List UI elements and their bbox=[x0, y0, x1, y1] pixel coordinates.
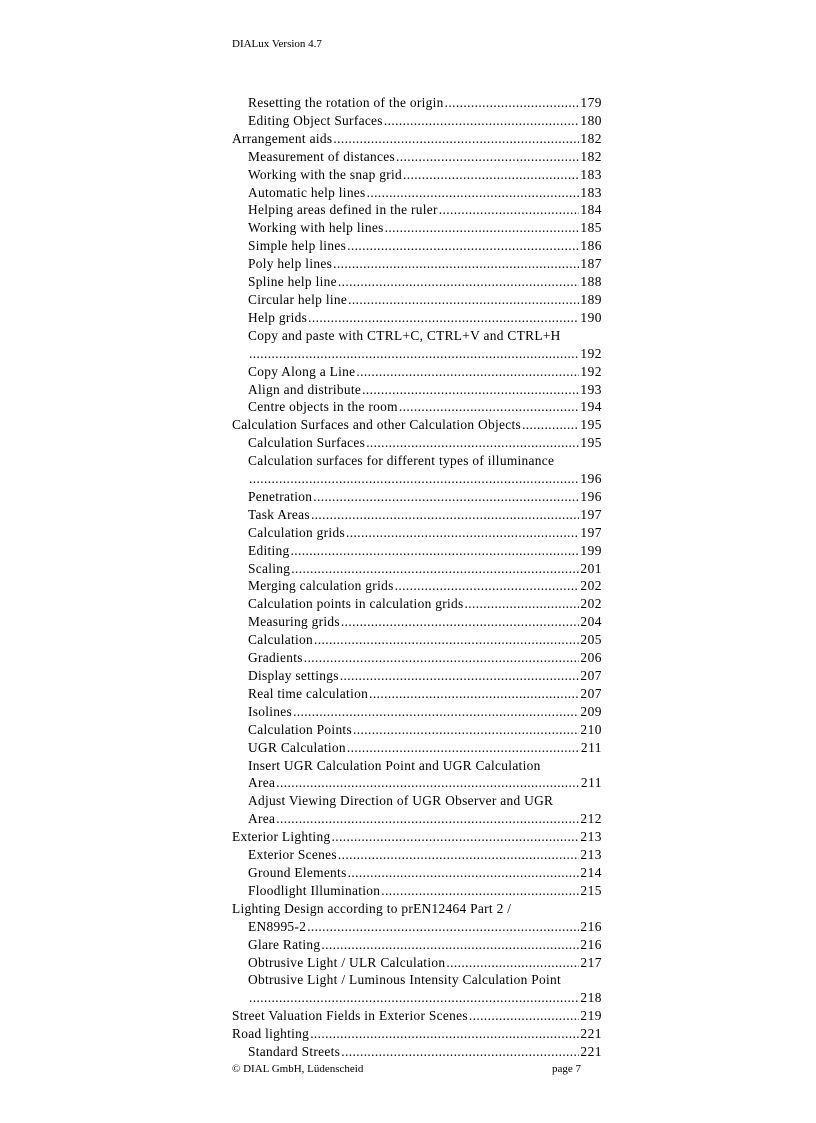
toc-entry-title: Poly help lines bbox=[248, 256, 333, 272]
toc-entry-title: Working with the snap grid bbox=[248, 166, 402, 182]
toc-page-number: 188 bbox=[580, 274, 602, 290]
toc-leader-dots bbox=[399, 398, 580, 416]
toc-leader-dots bbox=[333, 255, 579, 273]
toc-leader-dots bbox=[362, 381, 579, 399]
toc-entry-continuation bbox=[232, 989, 602, 1007]
toc-entry-title: Real time calculation bbox=[248, 685, 369, 701]
toc-entry-title: Calculation grids bbox=[248, 524, 345, 540]
toc-page-number: 213 bbox=[580, 829, 602, 845]
toc-page-number: 221 bbox=[580, 1044, 602, 1060]
toc-page-number: 210 bbox=[580, 721, 602, 737]
toc-page-number: 207 bbox=[580, 685, 602, 701]
toc-leader-dots bbox=[469, 1007, 580, 1025]
toc-page-number: 184 bbox=[580, 202, 602, 218]
toc-entry bbox=[232, 434, 602, 452]
toc-entry-title: Measuring grids bbox=[248, 614, 340, 630]
toc-entry-title: Insert UGR Calculation Point and UGR Calculation bbox=[248, 757, 541, 773]
toc-page-number: 214 bbox=[580, 864, 602, 880]
toc-entry bbox=[232, 971, 602, 989]
toc-entry-title: Measurement of distances bbox=[248, 148, 396, 164]
toc-entry-title: Lighting Design according to prEN12464 Part 2 / bbox=[232, 900, 512, 916]
toc-entry bbox=[232, 936, 602, 954]
toc-page-number: 207 bbox=[580, 668, 602, 683]
toc-leader-dots bbox=[403, 166, 579, 184]
toc-leader-dots bbox=[396, 148, 579, 166]
toc-page-number: 205 bbox=[580, 632, 602, 648]
toc-leader-dots bbox=[308, 309, 579, 327]
toc-entry bbox=[232, 363, 602, 381]
toc-leader-dots bbox=[249, 989, 579, 1007]
toc-entry-title: Helping areas defined in the ruler bbox=[248, 202, 438, 218]
toc-entry bbox=[232, 148, 602, 166]
toc-leader-dots bbox=[348, 864, 580, 882]
toc-entry bbox=[232, 506, 602, 524]
toc-entry bbox=[232, 488, 602, 506]
toc-entry-title: Scaling bbox=[248, 560, 291, 576]
toc-page-number: 209 bbox=[580, 703, 602, 719]
toc-entry bbox=[232, 792, 602, 810]
running-header: DIALux Version 4.7 bbox=[232, 38, 322, 50]
toc-entry bbox=[232, 577, 602, 595]
toc-entry-continuation bbox=[232, 918, 602, 936]
toc-entry bbox=[232, 184, 602, 202]
toc-page-number: 192 bbox=[580, 345, 602, 361]
toc-page-number: 202 bbox=[580, 596, 602, 612]
toc-entry bbox=[232, 846, 602, 864]
toc-entry-continuation bbox=[232, 810, 602, 828]
toc-leader-dots bbox=[340, 667, 580, 685]
toc-entry bbox=[232, 398, 602, 416]
toc-entry-continuation bbox=[232, 345, 602, 363]
toc-page-number: 199 bbox=[580, 542, 602, 558]
toc-entry bbox=[232, 882, 602, 900]
toc-leader-dots bbox=[311, 506, 579, 524]
toc-entry-title: Align and distribute bbox=[248, 381, 362, 397]
toc-entry-title: Editing Object Surfaces bbox=[248, 112, 383, 128]
toc-entry bbox=[232, 201, 602, 219]
toc-page-number: 196 bbox=[580, 488, 602, 504]
toc-entry bbox=[232, 309, 602, 327]
toc-entry-title: Obtrusive Light / ULR Calculation bbox=[248, 954, 446, 970]
toc-leader-dots bbox=[310, 1025, 579, 1043]
toc-leader-dots bbox=[347, 739, 580, 757]
toc-entry bbox=[232, 560, 602, 578]
toc-entry bbox=[232, 273, 602, 291]
toc-entry-title: Centre objects in the room bbox=[248, 399, 398, 415]
toc-page-number: 196 bbox=[580, 471, 602, 487]
toc-leader-dots bbox=[522, 416, 579, 434]
toc-leader-dots bbox=[304, 649, 580, 667]
toc-entry bbox=[232, 900, 602, 918]
toc-entry-title: Calculation surfaces for different types of illuminance bbox=[248, 453, 555, 469]
toc-page-number: 180 bbox=[580, 112, 602, 128]
toc-entry-title: Editing bbox=[248, 542, 290, 558]
toc-entry bbox=[232, 1025, 602, 1043]
toc-page-number: 197 bbox=[580, 506, 602, 522]
toc-entry bbox=[232, 1043, 602, 1061]
toc-page-number: 219 bbox=[580, 1008, 602, 1024]
toc-leader-dots bbox=[338, 846, 580, 864]
toc-page-number: 195 bbox=[580, 417, 602, 433]
toc-leader-dots bbox=[276, 774, 580, 792]
toc-page-number: 187 bbox=[580, 256, 602, 272]
toc-entry-title: Automatic help lines bbox=[248, 184, 366, 200]
toc-leader-dots bbox=[384, 112, 580, 130]
toc-page-number: 190 bbox=[580, 309, 602, 325]
toc-entry-title: Exterior Scenes bbox=[248, 847, 337, 863]
toc-entry-title: Calculation points in calculation grids bbox=[248, 596, 464, 612]
toc-entry-title: Circular help line bbox=[248, 291, 348, 307]
toc-leader-dots bbox=[291, 560, 579, 578]
toc-leader-dots bbox=[314, 631, 579, 649]
toc-entry bbox=[232, 130, 602, 148]
toc-entry bbox=[232, 112, 602, 130]
toc-entry-title: Calculation Points bbox=[248, 721, 352, 737]
toc-entry bbox=[232, 542, 602, 560]
toc-entry-title: Adjust Viewing Direction of UGR Observer and UGR bbox=[248, 793, 554, 809]
toc-leader-dots bbox=[293, 703, 579, 721]
toc-entry bbox=[232, 381, 602, 399]
toc-entry-title: Exterior Lighting bbox=[232, 829, 331, 845]
toc-entry bbox=[232, 291, 602, 309]
toc-page-number: 192 bbox=[580, 363, 602, 379]
toc-entry-title: UGR Calculation bbox=[248, 739, 346, 755]
toc-entry-title: Resetting the rotation of the origin bbox=[248, 95, 444, 110]
toc-page-number: 221 bbox=[580, 1026, 602, 1042]
toc-entry-title: Help grids bbox=[248, 309, 308, 325]
toc-leader-dots bbox=[347, 237, 579, 255]
toc-entry-title: Road lighting bbox=[232, 1026, 310, 1042]
toc-entry-title: Calculation Surfaces bbox=[248, 435, 366, 451]
toc-entry bbox=[232, 631, 602, 649]
toc-page-number: 182 bbox=[580, 148, 602, 164]
toc-page-number: 183 bbox=[580, 184, 602, 200]
toc-page-number: 197 bbox=[580, 524, 602, 540]
toc-entry-title: Spline help line bbox=[248, 274, 337, 290]
toc-entry bbox=[232, 613, 602, 631]
toc-leader-dots bbox=[369, 685, 579, 703]
toc-entry-title: Display settings bbox=[248, 668, 339, 683]
toc-leader-dots bbox=[331, 828, 579, 846]
toc-leader-dots bbox=[385, 219, 580, 237]
toc-entry-title: Copy Along a Line bbox=[248, 363, 356, 379]
toc-entry bbox=[232, 649, 602, 667]
toc-page-number: 194 bbox=[580, 399, 602, 415]
footer-copyright: © DIAL GmbH, Lüdenscheid bbox=[232, 1063, 364, 1075]
toc-entry bbox=[232, 416, 602, 434]
toc-entry-title-continued: EN8995-2 bbox=[248, 918, 307, 934]
toc-entry bbox=[232, 327, 602, 345]
toc-leader-dots bbox=[367, 184, 580, 202]
toc-entry-title: Task Areas bbox=[248, 506, 310, 522]
toc-page-number: 189 bbox=[580, 291, 602, 307]
toc-leader-dots bbox=[291, 542, 580, 560]
toc-page-number: 182 bbox=[580, 130, 602, 146]
toc-entry-title-continued: Area bbox=[248, 811, 276, 827]
table-of-contents bbox=[232, 94, 602, 1061]
toc-leader-dots bbox=[445, 94, 580, 112]
toc-leader-dots bbox=[313, 488, 579, 506]
toc-entry-title: Standard Streets bbox=[248, 1044, 341, 1060]
toc-leader-dots bbox=[341, 1043, 579, 1061]
toc-leader-dots bbox=[333, 130, 579, 148]
toc-page-number: 216 bbox=[580, 918, 602, 934]
toc-entry bbox=[232, 219, 602, 237]
toc-entry bbox=[232, 828, 602, 846]
toc-page-number: 183 bbox=[580, 166, 602, 182]
toc-entry bbox=[232, 94, 602, 112]
toc-page-number: 195 bbox=[580, 435, 602, 451]
toc-page-number: 193 bbox=[580, 381, 602, 397]
toc-leader-dots bbox=[321, 936, 579, 954]
toc-leader-dots bbox=[381, 882, 579, 900]
toc-leader-dots bbox=[346, 524, 579, 542]
toc-page-number: 212 bbox=[580, 811, 602, 827]
toc-entry bbox=[232, 667, 602, 685]
toc-leader-dots bbox=[348, 291, 579, 309]
toc-entry-title: Glare Rating bbox=[248, 936, 321, 952]
footer-page-number: page 7 bbox=[552, 1063, 582, 1075]
toc-entry bbox=[232, 739, 602, 757]
toc-page-number: 211 bbox=[580, 739, 602, 755]
toc-page-number: 218 bbox=[580, 990, 602, 1006]
toc-entry bbox=[232, 864, 602, 882]
toc-leader-dots bbox=[353, 721, 579, 739]
toc-entry bbox=[232, 703, 602, 721]
toc-entry-title: Penetration bbox=[248, 488, 313, 504]
toc-entry bbox=[232, 237, 602, 255]
toc-page-number: 215 bbox=[580, 882, 602, 898]
toc-entry bbox=[232, 524, 602, 542]
toc-entry bbox=[232, 954, 602, 972]
toc-entry bbox=[232, 721, 602, 739]
toc-entry bbox=[232, 166, 602, 184]
toc-page-number: 211 bbox=[580, 775, 602, 791]
toc-entry-title: Calculation bbox=[248, 632, 314, 648]
toc-page-number: 217 bbox=[580, 954, 602, 970]
toc-leader-dots bbox=[446, 954, 579, 972]
toc-leader-dots bbox=[341, 613, 580, 631]
toc-page-number: 186 bbox=[580, 238, 602, 254]
toc-entry bbox=[232, 255, 602, 273]
toc-page-number: 213 bbox=[580, 847, 602, 863]
toc-page-number: 206 bbox=[580, 650, 602, 666]
toc-page-number: 216 bbox=[580, 936, 602, 952]
toc-entry-title: Copy and paste with CTRL+C, CTRL+V and CTRL+H bbox=[248, 327, 561, 343]
toc-page-number: 185 bbox=[580, 220, 602, 236]
toc-leader-dots bbox=[276, 810, 579, 828]
toc-page-number: 202 bbox=[580, 578, 602, 594]
toc-entry-title: Merging calculation grids bbox=[248, 578, 394, 594]
toc-entry bbox=[232, 452, 602, 470]
toc-entry-title: Working with help lines bbox=[248, 220, 384, 236]
toc-leader-dots bbox=[307, 918, 579, 936]
toc-entry-title: Floodlight Illumination bbox=[248, 882, 381, 898]
toc-leader-dots bbox=[395, 577, 580, 595]
toc-entry-continuation bbox=[232, 470, 602, 488]
toc-entry bbox=[232, 685, 602, 703]
toc-entry-title: Simple help lines bbox=[248, 238, 347, 254]
toc-entry-title: Isolines bbox=[248, 703, 293, 719]
toc-entry-title: Arrangement aids bbox=[232, 130, 333, 146]
toc-entry bbox=[232, 757, 602, 775]
toc-page-number: 179 bbox=[580, 95, 602, 110]
toc-entry-title: Calculation Surfaces and other Calculation Objects bbox=[232, 417, 522, 433]
toc-entry-title: Street Valuation Fields in Exterior Scenes bbox=[232, 1008, 468, 1024]
toc-leader-dots bbox=[439, 201, 580, 219]
toc-page-number: 204 bbox=[580, 614, 602, 630]
toc-leader-dots bbox=[249, 470, 579, 488]
toc-entry-title: Obtrusive Light / Luminous Intensity Calculation Point bbox=[248, 972, 562, 988]
toc-leader-dots bbox=[338, 273, 580, 291]
toc-leader-dots bbox=[465, 595, 580, 613]
toc-entry-title: Ground Elements bbox=[248, 864, 347, 880]
toc-leader-dots bbox=[366, 434, 579, 452]
toc-entry-continuation bbox=[232, 774, 602, 792]
toc-entry-title: Gradients bbox=[248, 650, 303, 666]
toc-entry-title-continued: Area bbox=[248, 775, 276, 791]
toc-entry bbox=[232, 595, 602, 613]
toc-entry bbox=[232, 1007, 602, 1025]
toc-page-number: 201 bbox=[580, 560, 602, 576]
toc-leader-dots bbox=[356, 363, 579, 381]
toc-leader-dots bbox=[249, 345, 579, 363]
